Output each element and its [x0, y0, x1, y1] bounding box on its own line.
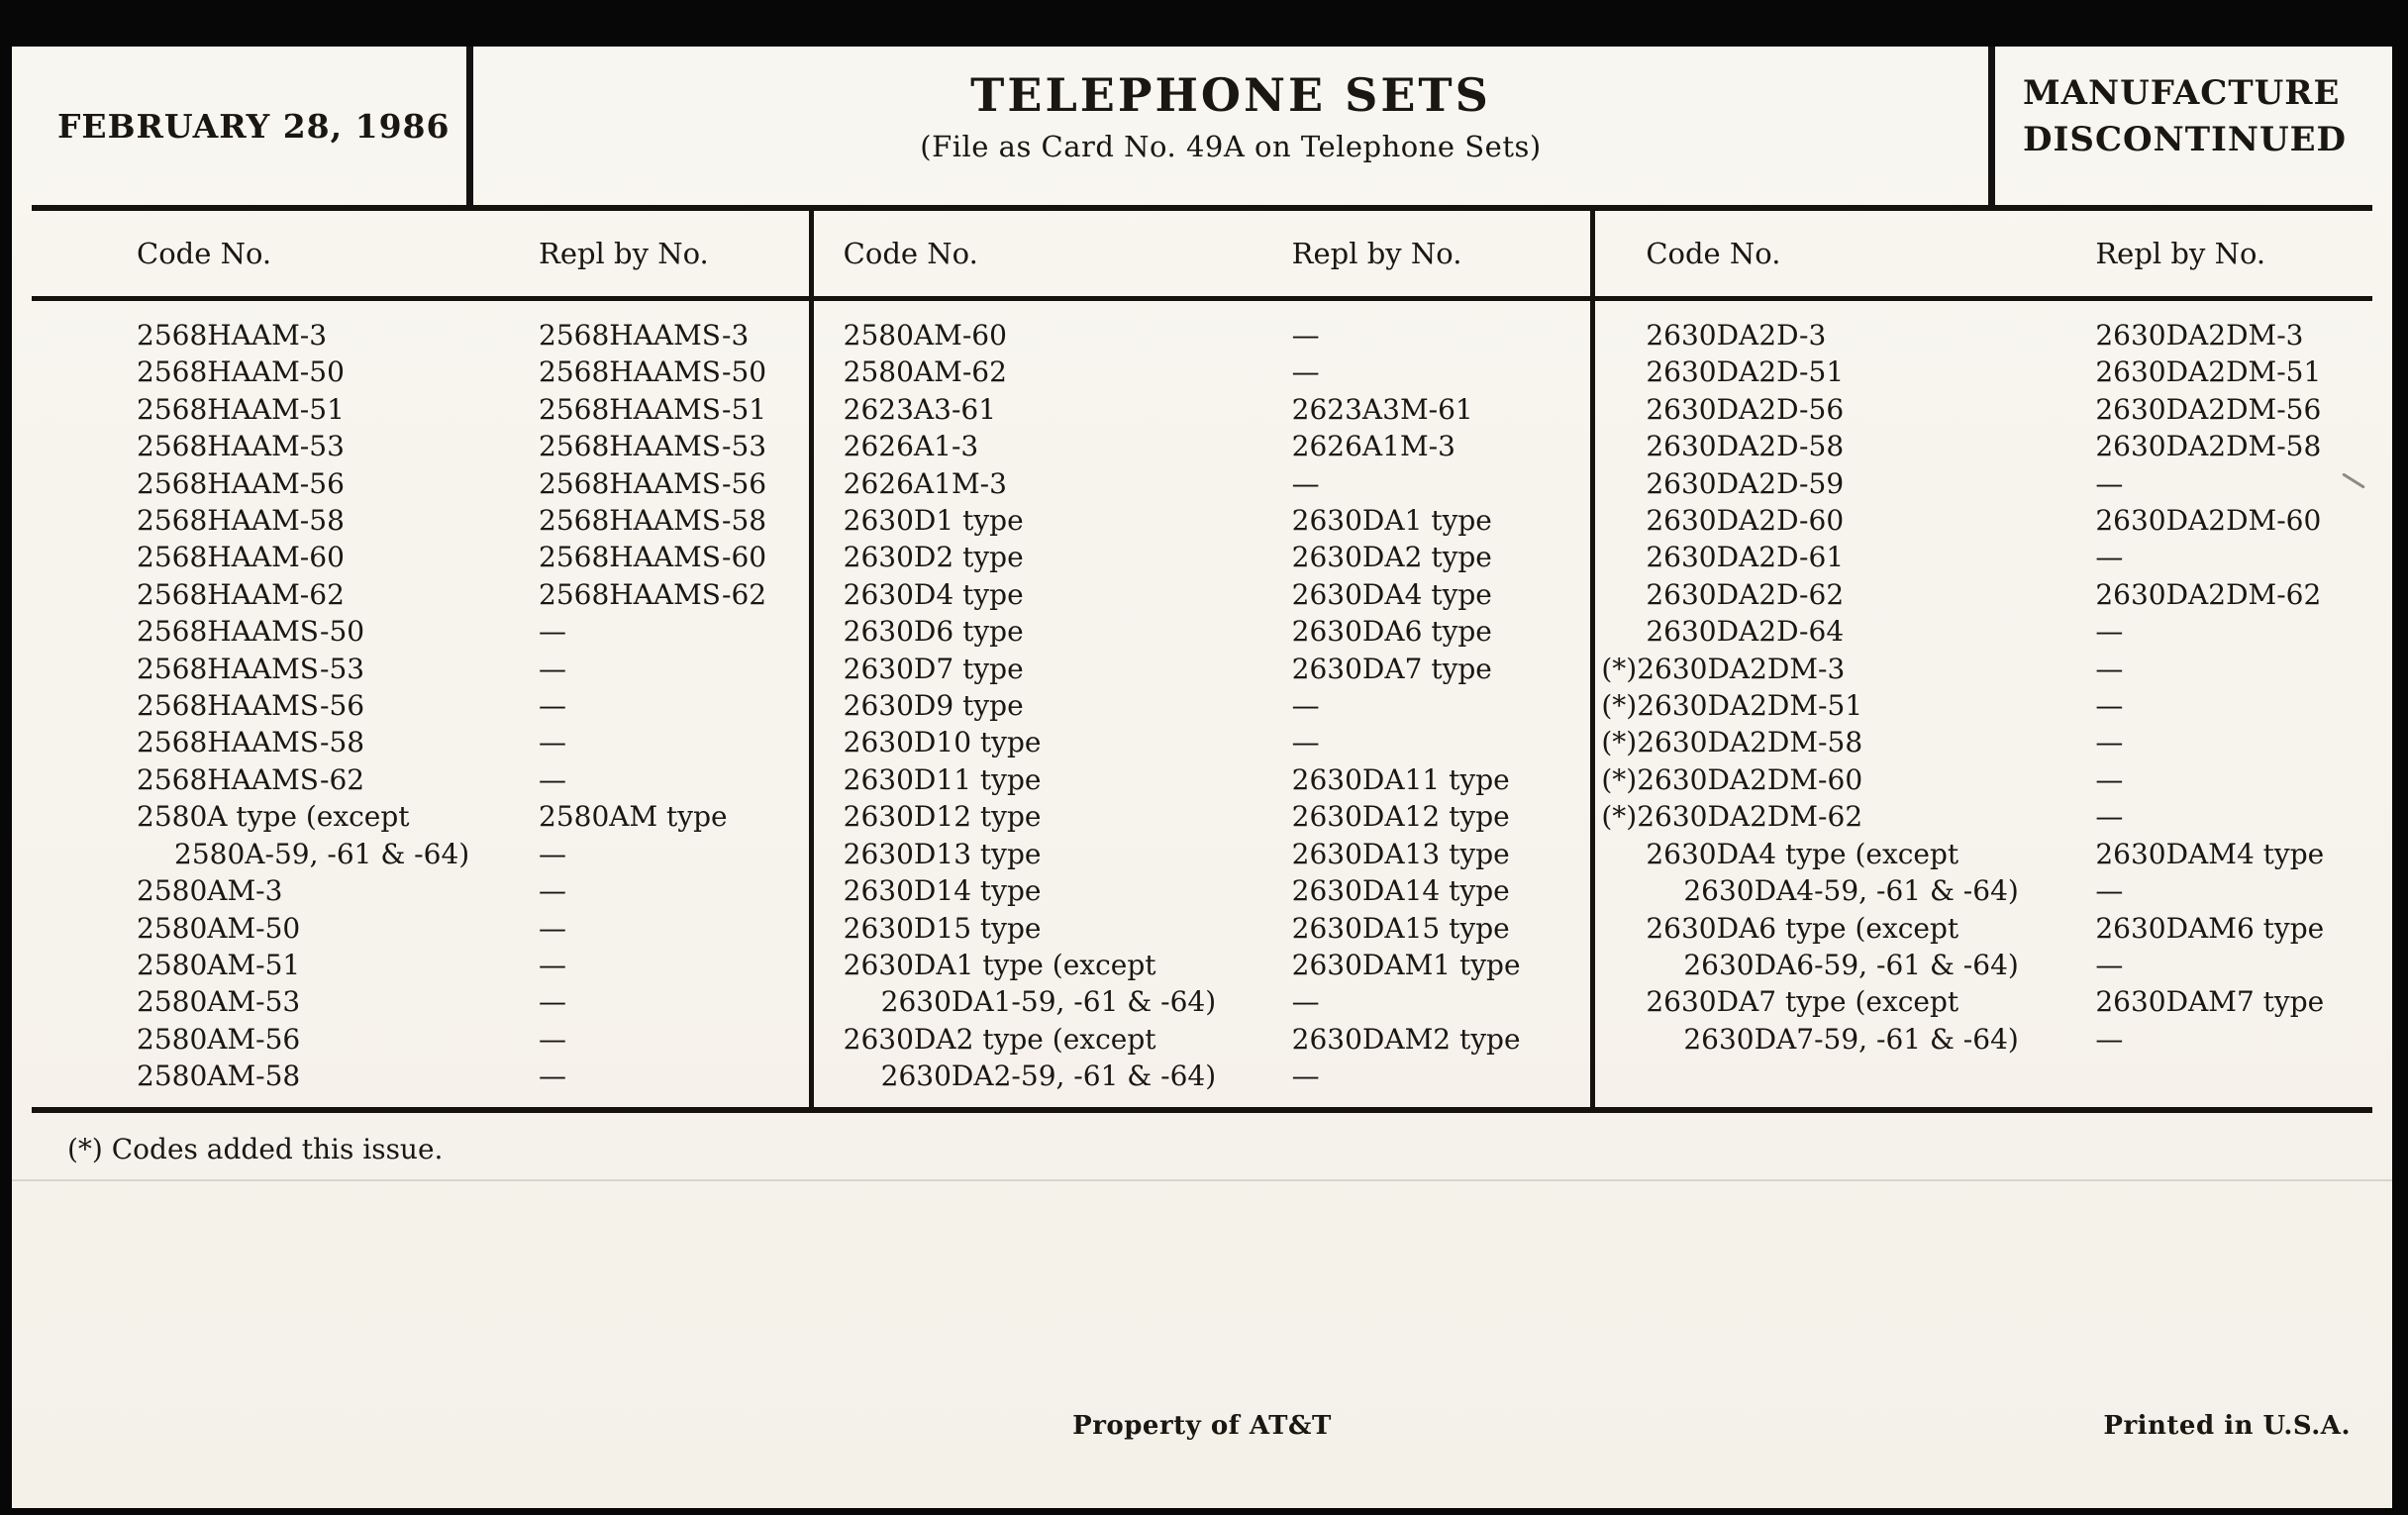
table-row [814, 613, 1591, 650]
code-cell: 2568HAAM-60 [137, 541, 345, 574]
code-cell: 2568HAAMS-58 [137, 726, 365, 759]
table-row [1595, 1021, 2372, 1058]
repl-cell: 2568HAAMS-58 [539, 504, 767, 538]
code-cell: 2630DA1-59, -61 & -64) [880, 985, 1217, 1019]
repl-cell: 2630DA2 type [1291, 541, 1492, 574]
table-row [32, 947, 809, 983]
repl-cell: 2623A3M-61 [1291, 392, 1473, 426]
scan-line-artifact [12, 1179, 2392, 1181]
table-row [814, 836, 1591, 872]
table-row [814, 798, 1591, 835]
repl-cell: — [1291, 355, 1320, 389]
code-cell: 2630DA2D-3 [1646, 319, 1827, 352]
table-row [1595, 724, 2372, 760]
code-cell: 2630DA4 type (except [1646, 837, 1959, 870]
repl-cell: 2626A1M-3 [1291, 430, 1455, 463]
table-row [814, 947, 1591, 983]
code-cell: 2626A1-3 [843, 430, 979, 463]
code-cell: 2630D12 type [843, 800, 1042, 834]
repl-cell: — [539, 948, 566, 981]
table-row [1595, 317, 2372, 354]
table-row [32, 761, 809, 798]
repl-cell: 2630DA2DM-58 [2095, 430, 2322, 463]
table-row [32, 872, 809, 909]
repl-cell: — [539, 874, 566, 908]
code-cell: 2568HAAM-56 [137, 466, 345, 500]
table-section-3 [1590, 211, 2372, 1107]
title-cell [473, 47, 1988, 205]
code-cell: 2630DA7 type (except [1646, 985, 1959, 1019]
table-row [1595, 354, 2372, 390]
repl-cell: 2630DA12 type [1291, 800, 1510, 834]
repl-cell: — [539, 652, 566, 685]
code-cell: 2568HAAM-62 [137, 577, 345, 611]
code-cell: 2630DA2D-60 [1646, 504, 1845, 538]
repl-cell: 2630DA1 type [1291, 504, 1492, 538]
code-cell: 2568HAAM-51 [137, 392, 345, 426]
code-cell: 2580AM-58 [137, 1060, 301, 1093]
repl-cell: 2568HAAMS-50 [539, 355, 767, 389]
code-cell: 2580AM-53 [137, 985, 301, 1019]
code-cell: 2630D14 type [843, 874, 1042, 908]
table-row [1595, 428, 2372, 464]
code-column-header: Code No. [137, 237, 272, 270]
table-row [32, 613, 809, 650]
repl-cell: — [1291, 466, 1320, 500]
repl-cell: 2630DAM4 type [2095, 837, 2325, 870]
table-row [1595, 910, 2372, 947]
code-cell: 2626A1M-3 [843, 466, 1007, 500]
repl-cell: 2568HAAMS-60 [539, 541, 767, 574]
code-cell: 2630DA2D-62 [1646, 577, 1845, 611]
code-cell: 2580AM-60 [843, 319, 1007, 352]
repl-cell: 2630DA2DM-56 [2095, 392, 2322, 426]
repl-cell: — [2095, 615, 2124, 649]
repl-cell: — [1291, 985, 1320, 1019]
table-row [1595, 465, 2372, 502]
repl-cell: — [2095, 948, 2124, 981]
repl-cell: 2630DA13 type [1291, 837, 1510, 870]
repl-cell: — [1291, 726, 1320, 759]
repl-cell: 2630DAM2 type [1291, 1022, 1521, 1056]
repl-cell: 2630DA6 type [1291, 615, 1492, 649]
code-cell: 2630D13 type [843, 837, 1042, 870]
status-line-2: DISCONTINUED [2023, 120, 2348, 159]
repl-cell: — [2095, 541, 2124, 574]
table-row [814, 687, 1591, 724]
table-row [32, 910, 809, 947]
table-row [814, 1058, 1591, 1094]
repl-cell: — [539, 1022, 566, 1056]
repl-column-header: Repl by No. [2095, 237, 2266, 270]
page-subtitle: (File as Card No. 49A on Telephone Sets) [920, 130, 1542, 163]
code-column-header: Code No. [1646, 237, 1781, 270]
repl-cell: — [2095, 762, 2124, 796]
repl-cell: 2568HAAMS-3 [539, 319, 750, 352]
code-cell: 2568HAAM-3 [137, 319, 328, 352]
table-row [32, 687, 809, 724]
code-column-header: Code No. [843, 237, 978, 270]
table-row [32, 651, 809, 687]
table-row [814, 465, 1591, 502]
table-row [32, 539, 809, 575]
code-cell: 2580AM-50 [137, 911, 301, 945]
table-row [32, 354, 809, 390]
repl-cell: — [539, 911, 566, 945]
code-cell: (*)2630DA2DM-60 [1601, 762, 1863, 796]
table-row [32, 576, 809, 613]
repl-cell: 2568HAAMS-56 [539, 466, 767, 500]
table-row [1595, 687, 2372, 724]
table-row [1595, 947, 2372, 983]
issue-date: FEBRUARY 28, 1986 [57, 106, 451, 146]
table-row [32, 391, 809, 428]
issue-date-cell [12, 47, 473, 205]
table-section-2 [809, 211, 1591, 1107]
table-row [1595, 983, 2372, 1020]
repl-cell: — [1291, 1060, 1320, 1093]
repl-column-header: Repl by No. [1291, 237, 1462, 270]
document-card [12, 47, 2392, 1508]
repl-cell: 2630DA2DM-60 [2095, 504, 2322, 538]
footnote: (*) Codes added this issue. [67, 1132, 444, 1165]
code-cell: (*)2630DA2DM-58 [1601, 726, 1863, 759]
code-cell: 2630D6 type [843, 615, 1024, 649]
code-cell: 2630D1 type [843, 504, 1024, 538]
column-headers [814, 211, 1591, 301]
code-cell: 2580AM-62 [843, 355, 1007, 389]
code-cell: 2630DA2D-56 [1646, 392, 1845, 426]
repl-cell: 2630DA7 type [1291, 652, 1492, 685]
repl-cell: 2630DA2DM-51 [2095, 355, 2322, 389]
repl-cell: — [2095, 689, 2124, 723]
repl-column-header: Repl by No. [539, 237, 709, 270]
code-cell: 2580AM-3 [137, 874, 283, 908]
code-cell: 2568HAAM-50 [137, 355, 345, 389]
repl-cell: — [539, 726, 566, 759]
code-cell: 2630DA2D-59 [1646, 466, 1845, 500]
code-cell: 2580A type (except [137, 800, 410, 834]
section-body [814, 301, 1591, 1107]
code-cell: 2630DA4-59, -61 & -64) [1683, 874, 2019, 908]
table-row [32, 1021, 809, 1058]
code-cell: (*)2630DA2DM-51 [1601, 689, 1863, 723]
table-row [32, 317, 809, 354]
footer-property: Property of AT&T [1072, 1411, 1332, 1441]
table-section-1 [32, 211, 809, 1107]
table-row [1595, 613, 2372, 650]
code-cell: 2630DA2D-64 [1646, 615, 1845, 649]
table-row [814, 872, 1591, 909]
table-row [814, 539, 1591, 575]
repl-cell: 2568HAAMS-53 [539, 430, 767, 463]
status-cell [1988, 47, 2392, 205]
repl-cell: 2630DAM7 type [2095, 985, 2325, 1019]
code-cell: 2630D11 type [843, 762, 1042, 796]
table-row [32, 1058, 809, 1094]
code-cell: 2630D15 type [843, 911, 1042, 945]
code-cell: 2630D7 type [843, 652, 1024, 685]
repl-cell: 2630DA2DM-62 [2095, 577, 2322, 611]
table-row [1595, 761, 2372, 798]
repl-cell: 2630DA4 type [1291, 577, 1492, 611]
code-cell: 2580A-59, -61 & -64) [174, 837, 470, 870]
code-cell: 2580AM-51 [137, 948, 301, 981]
code-cell: (*)2630DA2DM-62 [1601, 800, 1863, 834]
table-row [1595, 576, 2372, 613]
repl-cell: — [539, 762, 566, 796]
table-row [814, 724, 1591, 760]
repl-cell: — [2095, 1022, 2124, 1056]
code-cell: 2568HAAM-58 [137, 504, 345, 538]
code-cell: 2630DA1 type (except [843, 948, 1156, 981]
table-row [814, 576, 1591, 613]
table-row [32, 798, 809, 835]
code-cell: 2630D9 type [843, 689, 1024, 723]
footer-printed: Printed in U.S.A. [2103, 1411, 2351, 1441]
table-row [1595, 391, 2372, 428]
repl-cell: — [2095, 726, 2124, 759]
code-cell: 2580AM-56 [137, 1022, 301, 1056]
code-cell: 2630DA2D-51 [1646, 355, 1845, 389]
repl-cell: 2580AM type [539, 800, 728, 834]
table-row [32, 465, 809, 502]
table-row [1595, 651, 2372, 687]
repl-cell: — [1291, 689, 1320, 723]
code-cell: 2630DA2D-58 [1646, 430, 1845, 463]
table-row [1595, 798, 2372, 835]
header [12, 47, 2392, 205]
repl-cell: 2630DA14 type [1291, 874, 1510, 908]
table-row [814, 910, 1591, 947]
repl-cell: — [539, 837, 566, 870]
code-cell: 2630DA6-59, -61 & -64) [1683, 948, 2019, 981]
repl-cell: — [2095, 874, 2124, 908]
page-title: TELEPHONE SETS [970, 68, 1491, 122]
repl-cell: — [2095, 466, 2124, 500]
table-row [32, 983, 809, 1020]
code-cell: 2630DA2 type (except [843, 1022, 1156, 1056]
table-row [32, 428, 809, 464]
code-cell: 2630DA2D-61 [1646, 541, 1845, 574]
repl-cell: — [539, 615, 566, 649]
repl-cell: 2630DA2DM-3 [2095, 319, 2304, 352]
code-cell: 2630D10 type [843, 726, 1042, 759]
table-row [814, 502, 1591, 539]
repl-cell: 2630DAM1 type [1291, 948, 1521, 981]
code-cell: 2568HAAM-53 [137, 430, 345, 463]
table-row [814, 651, 1591, 687]
table-row [814, 1021, 1591, 1058]
replacement-table [32, 211, 2372, 1113]
repl-cell: — [539, 985, 566, 1019]
repl-cell: — [2095, 800, 2124, 834]
table-row [814, 391, 1591, 428]
status-line-1: MANUFACTURE [2023, 73, 2341, 113]
repl-cell: 2630DAM6 type [2095, 911, 2325, 945]
code-cell: 2630D2 type [843, 541, 1024, 574]
code-cell: 2623A3-61 [843, 392, 997, 426]
repl-cell: 2630DA15 type [1291, 911, 1510, 945]
table-row [1595, 872, 2372, 909]
table-row [1595, 539, 2372, 575]
section-body [1595, 301, 2372, 1069]
table-row [32, 836, 809, 872]
table-row [814, 428, 1591, 464]
column-headers [1595, 211, 2372, 301]
repl-cell: — [2095, 652, 2124, 685]
code-cell: 2568HAAMS-50 [137, 615, 365, 649]
repl-cell: — [539, 1060, 566, 1093]
table-row [814, 983, 1591, 1020]
code-cell: 2630D4 type [843, 577, 1024, 611]
section-body [32, 301, 809, 1107]
code-cell: 2630DA2-59, -61 & -64) [880, 1060, 1217, 1093]
code-cell: 2630DA6 type (except [1646, 911, 1959, 945]
code-cell: 2568HAAMS-56 [137, 689, 365, 723]
code-cell: (*)2630DA2DM-3 [1601, 652, 1846, 685]
column-headers [32, 211, 809, 301]
table-row [1595, 502, 2372, 539]
table-row [814, 354, 1591, 390]
table-row [32, 724, 809, 760]
table-row [32, 502, 809, 539]
code-cell: 2630DA7-59, -61 & -64) [1683, 1022, 2019, 1056]
table-row [814, 761, 1591, 798]
table-row [1595, 836, 2372, 872]
code-cell: 2568HAAMS-53 [137, 652, 365, 685]
repl-cell: 2568HAAMS-62 [539, 577, 767, 611]
footer [12, 1411, 2392, 1451]
repl-cell: — [1291, 319, 1320, 352]
code-cell: 2568HAAMS-62 [137, 762, 365, 796]
table-row [814, 317, 1591, 354]
repl-cell: — [539, 689, 566, 723]
repl-cell: 2630DA11 type [1291, 762, 1510, 796]
repl-cell: 2568HAAMS-51 [539, 392, 767, 426]
